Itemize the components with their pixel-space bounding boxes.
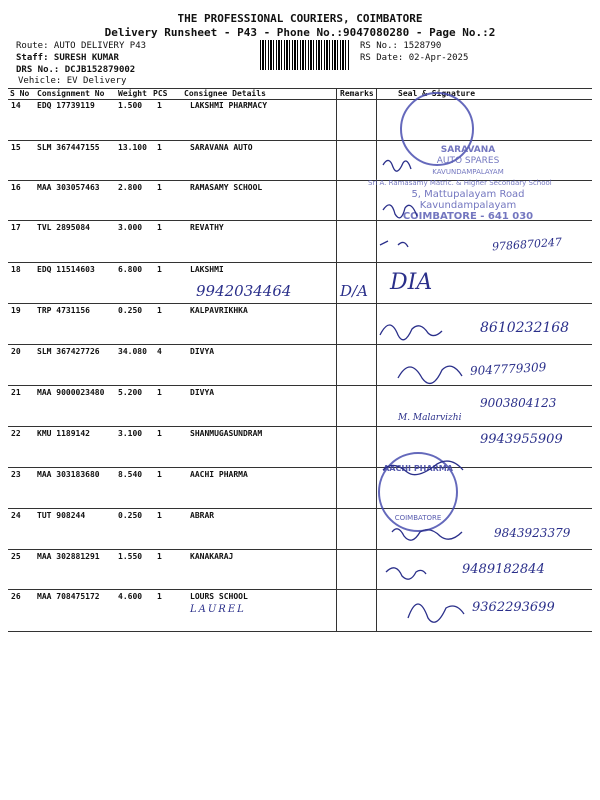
row-consignee: LAKSHMI PHARMACY — [190, 101, 268, 110]
staff-label: Staff: SURESH KUMAR — [16, 53, 119, 63]
handwritten-phone: 9362293699 — [472, 600, 555, 615]
col-remarks: Remarks — [340, 89, 374, 98]
row-consignee: KANAKARAJ — [190, 552, 234, 561]
handwritten-signature: DIA — [390, 270, 433, 295]
col-consignee: Consignee Details — [184, 89, 266, 98]
row-consignment-no: SLM 367447155 — [37, 143, 100, 152]
row-sno: 21 — [11, 388, 21, 397]
row-consignment-no: MAA 302881291 — [37, 552, 100, 561]
row-consignment-no: MAA 303183680 — [37, 470, 100, 479]
row-weight: 5.200 — [118, 388, 143, 397]
row-pcs: 1 — [157, 101, 162, 110]
row-sno: 24 — [11, 511, 21, 520]
row-weight: 2.800 — [118, 183, 143, 192]
stamp-line: 5, Mattupalayam Road — [411, 189, 525, 200]
row-consignment-no: EDQ 11514603 — [37, 265, 95, 274]
row-consignment-no: EDQ 17739119 — [37, 101, 95, 110]
handwritten-phone: 9786870247 — [491, 235, 563, 254]
row-consignment-no: TVL 2895084 — [37, 223, 90, 232]
handwritten-note: LAUREL — [190, 604, 246, 615]
row-pcs: 1 — [157, 143, 162, 152]
row-sno: 17 — [11, 223, 21, 232]
handwritten-name: M. Malarvizhi — [398, 413, 462, 423]
row-consignee: RAMASAMY SCHOOL — [190, 183, 263, 192]
row-consignee: LAKSHMI — [190, 265, 224, 274]
row-weight: 8.540 — [118, 470, 143, 479]
col-weight: Weight — [118, 89, 147, 98]
row-sno: 19 — [11, 306, 21, 315]
rs-number: RS No.: 1528790 — [360, 41, 442, 51]
row-sno: 23 — [11, 470, 21, 479]
rs-date: RS Date: 02-Apr-2025 — [360, 53, 469, 63]
row-consignee: ABRAR — [190, 511, 215, 520]
col-pcs: PCS — [153, 89, 168, 98]
row-weight: 1.550 — [118, 552, 143, 561]
row-sno: 25 — [11, 552, 21, 561]
row-weight: 3.100 — [118, 429, 143, 438]
col-consignment: Consignment No — [37, 89, 105, 98]
row-pcs: 1 — [157, 552, 162, 561]
row-sno: 26 — [11, 592, 21, 601]
row-consignment-no: TRP 4731156 — [37, 306, 90, 315]
stamp-line: Kavundampalayam — [419, 200, 517, 211]
row-weight: 0.250 — [118, 306, 143, 315]
company-title: THE PROFESSIONAL COURIERS, COIMBATORE — [177, 12, 423, 25]
row-weight: 13.100 — [118, 143, 147, 152]
row-sno: 20 — [11, 347, 21, 356]
row-sno: 14 — [11, 101, 21, 110]
handwritten-remark: D/A — [340, 282, 368, 300]
stamp-line: AUTO SPARES — [436, 156, 500, 166]
row-consignee: DIVYA — [190, 347, 215, 356]
row-weight: 3.000 — [118, 223, 143, 232]
row-sno: 18 — [11, 265, 21, 274]
runsheet-subtitle: Delivery Runsheet - P43 - Phone No.:9047080280 - Page No.:2 — [104, 26, 496, 39]
stamp-line: Sri A. Ramasamy Matric. & Higher Secondary School — [368, 179, 552, 187]
row-sno: 15 — [11, 143, 21, 152]
row-consignee: AACHI PHARMA — [190, 470, 248, 479]
stamp-line: COIMBATORE - 641 030 — [402, 211, 534, 222]
row-consignee: SHANMUGASUNDRAM — [190, 429, 263, 438]
handwritten-phone: 9843923379 — [494, 526, 571, 540]
row-pcs: 1 — [157, 183, 162, 192]
row-consignment-no: TUT 908244 — [37, 511, 86, 520]
row-consignment-no: SLM 367427726 — [37, 347, 100, 356]
row-pcs: 1 — [157, 429, 162, 438]
handwritten-phone: 9943955909 — [480, 432, 563, 447]
row-pcs: 1 — [157, 592, 162, 601]
col-sno: S No — [10, 89, 30, 98]
row-pcs: 1 — [157, 511, 162, 520]
row-consignee: LOURS SCHOOL — [190, 592, 248, 601]
row-pcs: 1 — [157, 388, 162, 397]
row-consignee: REVATHY — [190, 223, 224, 232]
row-sno: 16 — [11, 183, 21, 192]
route-label: Route: AUTO DELIVERY P43 — [16, 41, 147, 51]
row-pcs: 4 — [157, 347, 162, 356]
row-pcs: 1 — [157, 265, 162, 274]
seal-text-bottom: COIMBATORE — [394, 514, 442, 522]
drs-label: DRS No.: DCJB152879002 — [16, 65, 136, 75]
row-consignee: SARAVANA AUTO — [190, 143, 253, 152]
row-pcs: 1 — [157, 470, 162, 479]
row-weight: 34.080 — [118, 347, 147, 356]
handwritten-phone: 9003804123 — [480, 396, 557, 410]
handwritten-phone: 9047779309 — [469, 360, 547, 378]
row-weight: 1.500 — [118, 101, 143, 110]
row-weight: 0.250 — [118, 511, 143, 520]
handwritten-phone: 9489182844 — [462, 562, 545, 577]
row-pcs: 1 — [157, 306, 162, 315]
row-consignment-no: MAA 9000023480 — [37, 388, 105, 397]
handwritten-phone: 9942034464 — [196, 282, 292, 300]
row-pcs: 1 — [157, 223, 162, 232]
stamp-line: KAVUNDAMPALAYAM — [432, 168, 504, 176]
row-consignee: DIVYA — [190, 388, 215, 397]
seal-text-top: AACHI PHARMA — [383, 464, 453, 473]
row-consignee: KALPAVRIKHKA — [190, 306, 248, 315]
row-consignment-no: MAA 708475172 — [37, 592, 100, 601]
row-sno: 22 — [11, 429, 21, 438]
row-consignment-no: KMU 1189142 — [37, 429, 90, 438]
vehicle-label: Vehicle: EV Delivery — [18, 76, 127, 86]
row-consignment-no: MAA 303057463 — [37, 183, 100, 192]
handwritten-phone: 8610232168 — [480, 320, 570, 336]
stamp-line: SARAVANA — [440, 145, 496, 155]
row-weight: 4.600 — [118, 592, 143, 601]
col-signature: Seal & Signature — [398, 89, 476, 98]
row-weight: 6.800 — [118, 265, 143, 274]
